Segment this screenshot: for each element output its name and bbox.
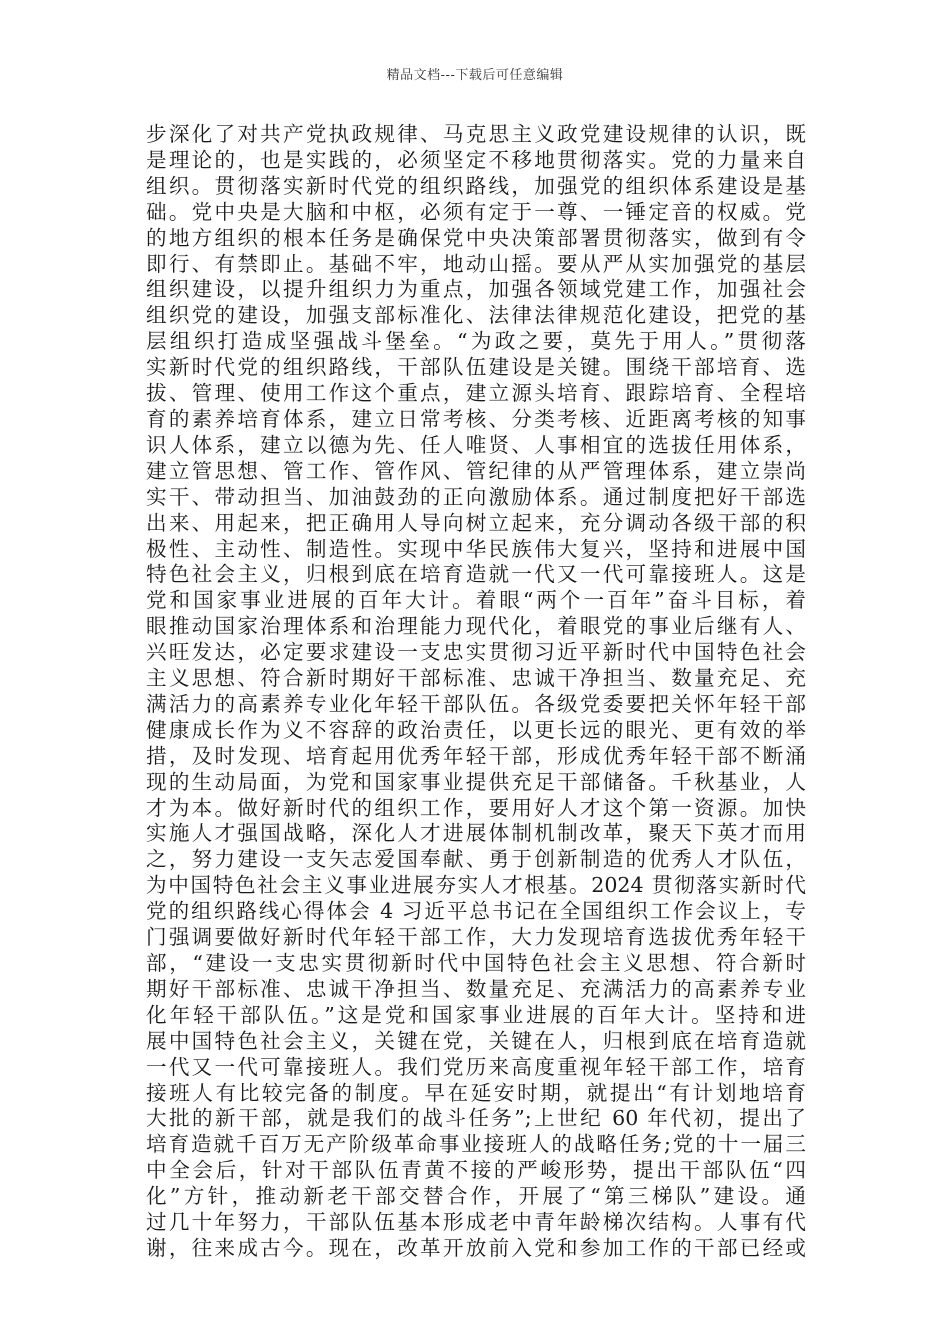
body-line: 建立管思想、管工作、管作风、管纪律的从严管理体系，建立崇尚 <box>146 458 806 483</box>
body-line: 大批的新干部，就是我们的战斗任务”;上世纪 60 年代初，提出了 <box>146 1106 806 1131</box>
body-line: 出来、用起来，把正确用人导向树立起来，充分调动各级干部的积 <box>146 510 806 535</box>
body-line: 眼推动国家治理体系和治理能力现代化，着眼党的事业后继有人、 <box>146 614 806 639</box>
body-line: 实施人才强国战略，深化人才进展体制机制改革，聚天下英才而用 <box>146 821 806 846</box>
body-line: 组织。贯彻落实新时代党的组织路线，加强党的组织体系建设是基 <box>146 173 806 198</box>
body-line: 部，“建设一支忠实贯彻新时代中国特色社会主义思想、符合新时 <box>146 951 806 975</box>
body-line: 措，及时发现、培育起用优秀年轻干部，形成优秀年轻干部不断涌 <box>146 743 806 768</box>
body-line: 即行、有禁即止。基础不牢，地动山摇。要从严从实加强党的基层 <box>146 251 806 276</box>
body-line: 兴旺发达，必定要求建设一支忠实贯彻习近平新时代中国特色社会 <box>146 640 806 665</box>
body-line: 展中国特色社会主义，关键在党，关键在人，归根到底在培育造就 <box>146 1028 806 1053</box>
body-line: 步深化了对共产党执政规律、马克思主义政党建设规律的认识，既 <box>146 122 806 146</box>
body-line: 接班人有比较完备的制度。早在延安时期，就提出“有计划地培育 <box>146 1080 806 1105</box>
body-line: 础。党中央是大脑和中枢，必须有定于一尊、一锤定音的权威。党 <box>146 199 806 224</box>
body-line: 实干、带动担当、加油鼓劲的正向激励体系。通过制度把好干部选 <box>146 484 806 509</box>
body-line: 组织建设，以提升组织力为重点，加强各领域党建工作，加强社会 <box>146 277 806 302</box>
body-line: 之，努力建设一支矢志爱国奉献、勇于创新制造的优秀人才队伍， <box>146 847 806 872</box>
body-line: 识人体系，建立以德为先、任人唯贤、人事相宜的选拔任用体系， <box>146 432 806 457</box>
body-line: 门强调要做好新时代年轻干部工作，大力发现培育选拔优秀年轻干 <box>146 925 806 950</box>
body-line: 谢，往来成古今。现在，改革开放前入党和参加工作的干部已经或 <box>146 1235 806 1260</box>
body-line: 满活力的高素养专业化年轻干部队伍。各级党委要把关怀年轻干部 <box>146 691 806 716</box>
page-header: 精品文档---下载后可任意编辑 <box>386 68 564 83</box>
body-line: 是理论的，也是实践的，必须坚定不移地贯彻落实。党的力量来自 <box>146 147 806 172</box>
body-line: 特色社会主义，归根到底在培育造就一代又一代可靠接班人。这是 <box>146 562 806 587</box>
body-line: 党和国家事业进展的百年大计。着眼“两个一百年”奋斗目标，着 <box>146 588 806 613</box>
body-line: 现的生动局面，为党和国家事业提供充足干部储备。千秋基业，人 <box>146 769 806 794</box>
body-line: 培育造就千百万无产阶级革命事业接班人的战略任务;党的十一届三 <box>146 1132 806 1157</box>
body-line: 实新时代党的组织路线，干部队伍建设是关键。围绕干部培育、选 <box>146 355 806 380</box>
body-line: 过几十年努力，干部队伍基本形成老中青年龄梯次结构。人事有代 <box>146 1210 806 1235</box>
body-line: 党的组织路线心得体会 4 习近平总书记在全国组织工作会议上，专 <box>146 899 806 924</box>
body-line: 层组织打造成坚强战斗堡垒。“为政之要，莫先于用人。”贯彻落 <box>146 329 806 354</box>
body-line: 化”方针，推动新老干部交替合作，开展了“第三梯队”建设。通 <box>146 1184 806 1209</box>
body-line: 中全会后，针对干部队伍青黄不接的严峻形势，提出干部队伍“四 <box>146 1158 806 1183</box>
body-line: 一代又一代可靠接班人。我们党历来高度重视年轻干部工作，培育 <box>146 1054 806 1079</box>
body-line: 化年轻干部队伍。”这是党和国家事业进展的百年大计。坚持和进 <box>146 1002 806 1027</box>
body-line: 的地方组织的根本任务是确保党中央决策部署贯彻落实，做到有令 <box>146 225 806 250</box>
body-line: 期好干部标准、忠诚干净担当、数量充足、充满活力的高素养专业 <box>146 976 806 1001</box>
body-line: 育的素养培育体系，建立日常考核、分类考核、近距离考核的知事 <box>146 406 806 431</box>
document-body <box>146 122 806 1262</box>
body-line: 极性、主动性、制造性。实现中华民族伟大复兴，坚持和进展中国 <box>146 536 806 561</box>
body-line: 健康成长作为义不容辞的政治责任，以更长远的眼光、更有效的举 <box>146 717 806 742</box>
body-line: 组织党的建设，加强支部标准化、法律法律规范化建设，把党的基 <box>146 303 806 328</box>
body-line: 拔、管理、使用工作这个重点，建立源头培育、跟踪培育、全程培 <box>146 381 806 406</box>
body-line: 主义思想、符合新时期好干部标准、忠诚干净担当、数量充足、充 <box>146 666 806 691</box>
body-line: 才为本。做好新时代的组织工作，要用好人才这个第一资源。加快 <box>146 795 806 820</box>
body-line: 为中国特色社会主义事业进展夯实人才根基。2024 贯彻落实新时代 <box>146 873 806 898</box>
